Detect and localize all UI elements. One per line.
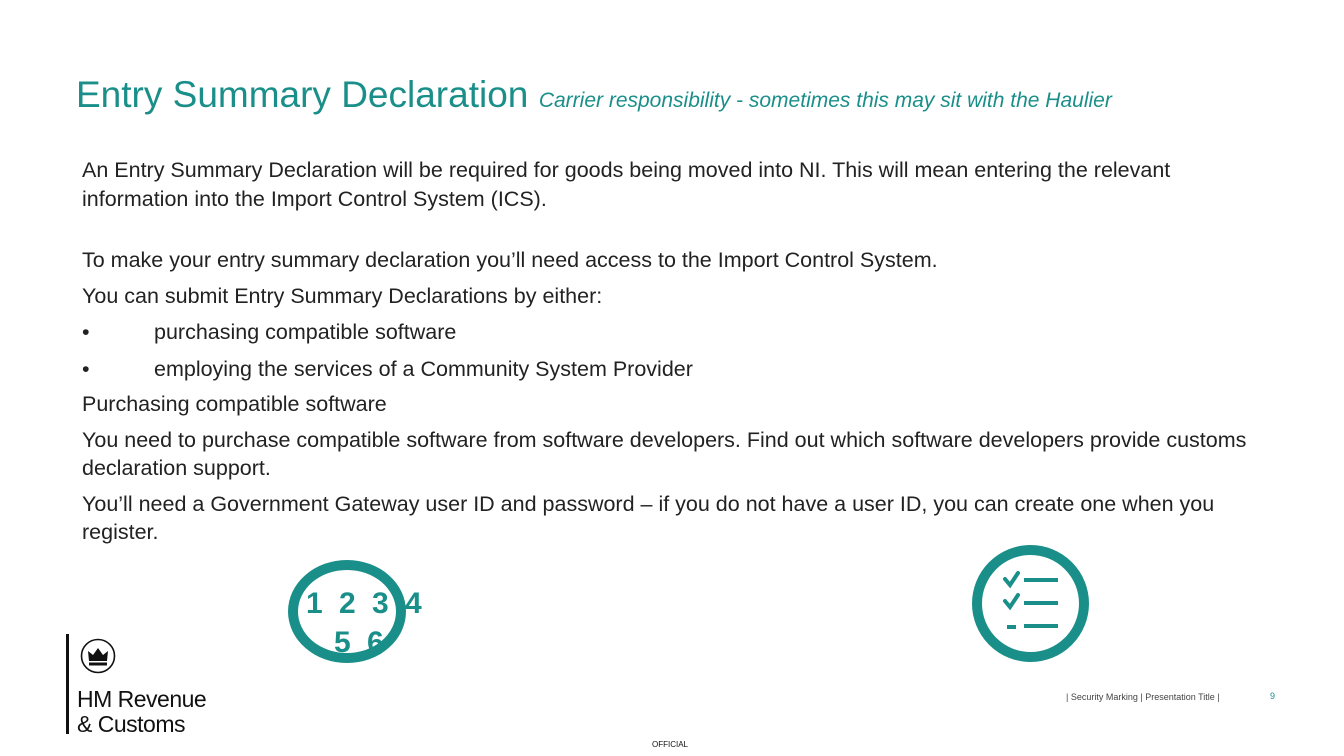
body-text bbox=[82, 156, 1262, 547]
hmrc-logo bbox=[66, 634, 236, 738]
bullet-text: employing the services of a Community System Provider bbox=[154, 356, 693, 381]
checklist-icon bbox=[972, 545, 1089, 662]
page-number: 9 bbox=[1270, 691, 1276, 701]
bullet-item bbox=[82, 355, 1262, 384]
classification-label: OFFICIAL bbox=[652, 740, 689, 749]
software-heading: Purchasing compatible software bbox=[82, 392, 387, 416]
logo-text-line1: HM Revenue bbox=[77, 686, 207, 712]
logo-divider bbox=[66, 634, 69, 734]
bullet-item bbox=[82, 318, 1262, 347]
footer-meta: | Security Marking | Presentation Title | bbox=[1066, 692, 1220, 702]
slide-title-row bbox=[76, 74, 1112, 116]
access-paragraph: To make your entry summary declaration you’ll need access to the Import Control System. bbox=[82, 248, 938, 272]
slide-subtitle: Carrier responsibility - sometimes this may sit with the Haulier bbox=[538, 89, 1112, 112]
checklist-glyph bbox=[982, 555, 1079, 652]
software-paragraph: You need to purchase compatible software from software developers. Find out which software developers provide customs declaration support. bbox=[82, 427, 1247, 480]
steps-numbers-line2: 5 6 bbox=[334, 626, 388, 659]
crown-crest-icon bbox=[80, 638, 116, 674]
numbered-steps-icon bbox=[288, 560, 426, 663]
steps-numbers-line1: 1 2 3 4 bbox=[306, 587, 426, 620]
bullet-text: purchasing compatible software bbox=[154, 320, 457, 344]
logo-text-line2: & Customs bbox=[77, 711, 185, 737]
bullet-mark: • bbox=[82, 320, 90, 344]
gateway-paragraph: You’ll need a Government Gateway user ID and password – if you do not have a user ID, you can create one when you register. bbox=[82, 491, 1215, 544]
options-paragraph: You can submit Entry Summary Declarations by either: bbox=[82, 283, 603, 308]
slide-title: Entry Summary Declaration bbox=[76, 74, 529, 115]
bullet-mark: • bbox=[82, 356, 90, 381]
intro-paragraph: An Entry Summary Declaration will be required for goods being moved into NI. This will mean entering the relevant information into the Import Control System (ICS). bbox=[82, 158, 1171, 211]
